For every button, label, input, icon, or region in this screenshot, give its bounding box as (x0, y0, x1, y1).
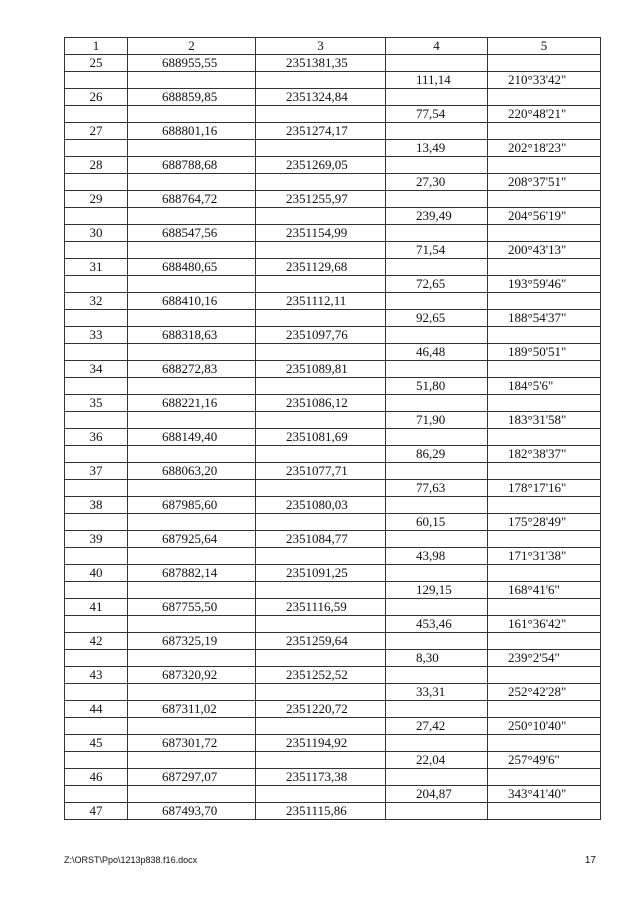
table-cell (128, 412, 256, 429)
table-cell: 2351324,84 (256, 89, 386, 106)
table-cell: 111,14 (386, 72, 488, 89)
table-cell (128, 446, 256, 463)
table-cell: 2351252,52 (256, 667, 386, 684)
table-cell (128, 650, 256, 667)
table-cell: 687493,70 (128, 803, 256, 820)
table-cell (386, 633, 488, 650)
table-cell: 688063,20 (128, 463, 256, 480)
table-cell: 184°5'6" (488, 378, 601, 395)
table-cell: 2351129,68 (256, 259, 386, 276)
table-cell (256, 276, 386, 293)
table-cell (386, 123, 488, 140)
table-cell (256, 140, 386, 157)
table-cell: 687925,64 (128, 531, 256, 548)
table-cell (386, 225, 488, 242)
table-cell (256, 446, 386, 463)
table-cell: 2351077,71 (256, 463, 386, 480)
table-cell: 183°31'58" (488, 412, 601, 429)
table-row (65, 480, 601, 497)
table-cell (488, 599, 601, 616)
table-row (65, 327, 601, 344)
column-header: 1 (65, 38, 128, 55)
table-cell (386, 769, 488, 786)
table-cell (65, 378, 128, 395)
table-cell (256, 650, 386, 667)
table-row (65, 786, 601, 803)
table-cell: 688272,83 (128, 361, 256, 378)
table-cell: 688547,56 (128, 225, 256, 242)
table-row (65, 497, 601, 514)
table-cell: 2351080,03 (256, 497, 386, 514)
table-cell (65, 616, 128, 633)
table-row (65, 463, 601, 480)
table-cell: 27,42 (386, 718, 488, 735)
table-cell: 202°18'23" (488, 140, 601, 157)
table-cell: 2351116,59 (256, 599, 386, 616)
table-cell: 453,46 (386, 616, 488, 633)
table-cell (65, 752, 128, 769)
table-cell (386, 395, 488, 412)
table-row (65, 429, 601, 446)
table-header-row (65, 38, 601, 55)
table-cell: 32 (65, 293, 128, 310)
table-cell: 77,63 (386, 480, 488, 497)
table-cell: 687985,60 (128, 497, 256, 514)
table-cell (386, 667, 488, 684)
table-cell: 193°59'46" (488, 276, 601, 293)
table-cell: 39 (65, 531, 128, 548)
table-row (65, 276, 601, 293)
table-row (65, 344, 601, 361)
table-cell (488, 667, 601, 684)
table-cell (256, 616, 386, 633)
table-cell (386, 293, 488, 310)
table-cell: 41 (65, 599, 128, 616)
table-cell (65, 72, 128, 89)
table-row (65, 735, 601, 752)
table-cell: 37 (65, 463, 128, 480)
table-cell: 71,90 (386, 412, 488, 429)
table-cell (488, 361, 601, 378)
table-row (65, 208, 601, 225)
table-cell: 687301,72 (128, 735, 256, 752)
table-cell (256, 514, 386, 531)
table-cell: 175°28'49" (488, 514, 601, 531)
table-cell: 161°36'42" (488, 616, 601, 633)
table-cell: 2351274,17 (256, 123, 386, 140)
table-cell: 687320,92 (128, 667, 256, 684)
table-row (65, 752, 601, 769)
table-cell (386, 327, 488, 344)
table-cell (488, 327, 601, 344)
table-cell (488, 123, 601, 140)
table-cell (256, 548, 386, 565)
table-cell (65, 208, 128, 225)
table-row (65, 412, 601, 429)
table-cell: 26 (65, 89, 128, 106)
table-cell (488, 259, 601, 276)
table-cell (65, 684, 128, 701)
table-cell: 42 (65, 633, 128, 650)
table-cell: 171°31'38" (488, 548, 601, 565)
table-cell (386, 361, 488, 378)
table-cell (65, 582, 128, 599)
table-cell (256, 718, 386, 735)
table-cell (128, 310, 256, 327)
table-cell: 2351089,81 (256, 361, 386, 378)
table-cell: 687297,07 (128, 769, 256, 786)
table-cell (488, 191, 601, 208)
table-cell (488, 735, 601, 752)
table-row (65, 565, 601, 582)
table-cell: 34 (65, 361, 128, 378)
table-row (65, 123, 601, 140)
table-row (65, 361, 601, 378)
table-cell (386, 565, 488, 582)
table-cell: 688149,40 (128, 429, 256, 446)
table-row (65, 582, 601, 599)
table-cell: 688221,16 (128, 395, 256, 412)
table-cell (256, 786, 386, 803)
table-cell (386, 735, 488, 752)
table-cell (386, 89, 488, 106)
footer-file-path: Z:\ORST\Ppo\1213p838.f16.docx (64, 855, 198, 865)
table-cell (65, 446, 128, 463)
table-cell (256, 480, 386, 497)
table-cell: 208°37'51" (488, 174, 601, 191)
table-cell (65, 412, 128, 429)
table-cell (386, 463, 488, 480)
table-cell (488, 225, 601, 242)
table-cell (256, 310, 386, 327)
table-cell: 2351259,64 (256, 633, 386, 650)
table-cell (488, 55, 601, 72)
table-row (65, 803, 601, 820)
table-cell (128, 480, 256, 497)
table-cell: 46,48 (386, 344, 488, 361)
table-cell: 688764,72 (128, 191, 256, 208)
table-cell: 86,29 (386, 446, 488, 463)
table-cell: 92,65 (386, 310, 488, 327)
table-cell: 43,98 (386, 548, 488, 565)
table-cell (128, 616, 256, 633)
table-cell: 33 (65, 327, 128, 344)
table-cell: 2351112,11 (256, 293, 386, 310)
table-cell: 35 (65, 395, 128, 412)
column-header: 5 (488, 38, 601, 55)
table-cell: 2351115,86 (256, 803, 386, 820)
table-cell (128, 140, 256, 157)
table-cell: 688318,63 (128, 327, 256, 344)
table-cell (256, 174, 386, 191)
table-cell (488, 701, 601, 718)
table-cell: 250°10'40" (488, 718, 601, 735)
table-row (65, 514, 601, 531)
table-cell: 27,30 (386, 174, 488, 191)
column-header: 4 (386, 38, 488, 55)
table-cell: 220°48'21" (488, 106, 601, 123)
table-cell: 25 (65, 55, 128, 72)
table-cell: 257°49'6" (488, 752, 601, 769)
table-cell: 189°50'51" (488, 344, 601, 361)
table-cell (386, 259, 488, 276)
table-cell: 28 (65, 157, 128, 174)
table-row (65, 446, 601, 463)
table-cell (488, 531, 601, 548)
table-cell: 71,54 (386, 242, 488, 259)
table-cell (65, 344, 128, 361)
table-cell: 72,65 (386, 276, 488, 293)
table-cell: 204°56'19" (488, 208, 601, 225)
table-cell: 2351086,12 (256, 395, 386, 412)
table-cell (65, 480, 128, 497)
table-cell (65, 650, 128, 667)
table-cell (488, 463, 601, 480)
table-cell: 29 (65, 191, 128, 208)
table-row (65, 55, 601, 72)
table-cell (386, 429, 488, 446)
table-row (65, 225, 601, 242)
table-row (65, 395, 601, 412)
table-cell: 687311,02 (128, 701, 256, 718)
table-row (65, 140, 601, 157)
table-cell (256, 242, 386, 259)
table-cell (488, 803, 601, 820)
table-cell: 178°17'16" (488, 480, 601, 497)
table-row (65, 599, 601, 616)
table-row (65, 106, 601, 123)
table-cell (386, 497, 488, 514)
table-row (65, 701, 601, 718)
table-cell: 45 (65, 735, 128, 752)
table-cell: 2351173,38 (256, 769, 386, 786)
table-cell: 2351220,72 (256, 701, 386, 718)
table-row (65, 174, 601, 191)
table-cell: 31 (65, 259, 128, 276)
table-cell (386, 701, 488, 718)
table-row (65, 378, 601, 395)
table-cell: 77,54 (386, 106, 488, 123)
table-cell: 2351194,92 (256, 735, 386, 752)
table-cell (488, 633, 601, 650)
table-cell (488, 565, 601, 582)
table-cell (386, 157, 488, 174)
table-cell: 688480,65 (128, 259, 256, 276)
table-cell (128, 344, 256, 361)
table-cell (128, 242, 256, 259)
table-row (65, 667, 601, 684)
table-cell (65, 106, 128, 123)
table-cell (128, 752, 256, 769)
table-cell: 27 (65, 123, 128, 140)
table-cell: 33,31 (386, 684, 488, 701)
table-cell: 239°2'54" (488, 650, 601, 667)
table-cell: 2351084,77 (256, 531, 386, 548)
table-cell: 688955,55 (128, 55, 256, 72)
table-cell: 239,49 (386, 208, 488, 225)
table-cell (65, 718, 128, 735)
table-row (65, 531, 601, 548)
table-cell: 252°42'28" (488, 684, 601, 701)
table-cell: 688859,85 (128, 89, 256, 106)
table-row (65, 650, 601, 667)
table-cell: 2351091,25 (256, 565, 386, 582)
table-cell (65, 174, 128, 191)
table-cell (488, 769, 601, 786)
table-row (65, 684, 601, 701)
table-row (65, 310, 601, 327)
table-row (65, 72, 601, 89)
table-row (65, 633, 601, 650)
table-cell (65, 242, 128, 259)
table-cell (128, 718, 256, 735)
table-cell: 30 (65, 225, 128, 242)
table-cell (488, 89, 601, 106)
table-cell: 2351255,97 (256, 191, 386, 208)
table-cell: 688788,68 (128, 157, 256, 174)
table-cell (256, 412, 386, 429)
table-cell: 47 (65, 803, 128, 820)
table-cell (128, 106, 256, 123)
table-cell: 687882,14 (128, 565, 256, 582)
table-cell: 2351081,69 (256, 429, 386, 446)
table-cell: 43 (65, 667, 128, 684)
table-cell: 2351097,76 (256, 327, 386, 344)
table-row (65, 89, 601, 106)
table-cell: 210°33'42" (488, 72, 601, 89)
table-cell: 8,30 (386, 650, 488, 667)
coordinates-table (64, 37, 601, 820)
table-row (65, 769, 601, 786)
table-cell (128, 684, 256, 701)
table-cell: 168°41'6" (488, 582, 601, 599)
table-cell: 13,49 (386, 140, 488, 157)
table-cell: 22,04 (386, 752, 488, 769)
table-cell (386, 599, 488, 616)
table-cell: 36 (65, 429, 128, 446)
table-cell (128, 582, 256, 599)
table-cell (65, 786, 128, 803)
table-cell (256, 684, 386, 701)
table-row (65, 718, 601, 735)
table-cell (488, 395, 601, 412)
table-cell (65, 514, 128, 531)
table-row (65, 616, 601, 633)
table-cell: 38 (65, 497, 128, 514)
table-cell (488, 293, 601, 310)
table-cell (256, 208, 386, 225)
table-cell (386, 55, 488, 72)
table-cell: 687325,19 (128, 633, 256, 650)
table-cell (65, 548, 128, 565)
table-cell (128, 514, 256, 531)
table-cell (256, 344, 386, 361)
table-cell (128, 786, 256, 803)
table-cell: 51,80 (386, 378, 488, 395)
table-cell (128, 548, 256, 565)
table-row (65, 191, 601, 208)
table-cell (256, 106, 386, 123)
table-row (65, 548, 601, 565)
table-cell (128, 72, 256, 89)
table-cell: 2351269,05 (256, 157, 386, 174)
table-cell (256, 752, 386, 769)
table-cell: 688801,16 (128, 123, 256, 140)
table-cell (256, 72, 386, 89)
table-cell: 2351154,99 (256, 225, 386, 242)
table-row (65, 259, 601, 276)
table-cell (128, 174, 256, 191)
table-cell: 188°54'37" (488, 310, 601, 327)
table-row (65, 242, 601, 259)
table-cell (128, 276, 256, 293)
table-cell: 687755,50 (128, 599, 256, 616)
column-header: 3 (256, 38, 386, 55)
table-cell (256, 582, 386, 599)
table-cell: 46 (65, 769, 128, 786)
table-cell (386, 531, 488, 548)
table-cell (65, 140, 128, 157)
table-cell (386, 803, 488, 820)
table-cell (65, 310, 128, 327)
table-cell: 200°43'13" (488, 242, 601, 259)
column-header: 2 (128, 38, 256, 55)
table-cell: 343°41'40" (488, 786, 601, 803)
table-cell (256, 378, 386, 395)
table-cell (488, 429, 601, 446)
table-cell: 204,87 (386, 786, 488, 803)
footer-page-number: 17 (584, 855, 596, 866)
table-cell (128, 208, 256, 225)
table-cell (488, 157, 601, 174)
table-cell: 60,15 (386, 514, 488, 531)
table-cell: 182°38'37" (488, 446, 601, 463)
table-cell: 44 (65, 701, 128, 718)
table-cell (488, 497, 601, 514)
table-cell (128, 378, 256, 395)
table-cell: 688410,16 (128, 293, 256, 310)
table-cell: 40 (65, 565, 128, 582)
table-row (65, 293, 601, 310)
table-cell: 129,15 (386, 582, 488, 599)
table-row (65, 157, 601, 174)
table-cell (65, 276, 128, 293)
table-cell (386, 191, 488, 208)
table-cell: 2351381,35 (256, 55, 386, 72)
